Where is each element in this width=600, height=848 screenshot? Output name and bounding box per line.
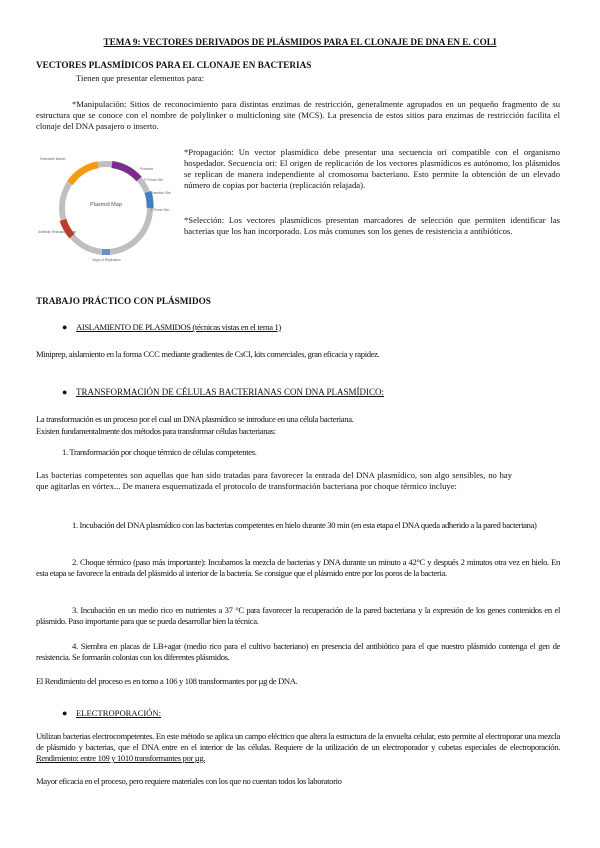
transform-line-1: La transformación es un proceso por el cual un DNA plasmídico se introduce en una célula bacteriana.	[36, 414, 354, 424]
electroporation-paragraph	[36, 731, 560, 764]
bullet-dot: ●	[62, 387, 68, 397]
label-insertion-site: Insertion Site	[152, 191, 171, 195]
step-4: 4. Siembra en placas de LB+agar (medio rico para el cultivo bacteriano) en presencia del antibiótico para el que nuestro plásmido contenga el gen de resistencia. Se formarán colonias con los diferentes plásmidos.	[36, 641, 560, 662]
section-heading-trabajo: TRABAJO PRÁCTICO CON PLÁSMIDOS	[36, 296, 211, 306]
promoter-segment	[112, 165, 139, 180]
propagation-paragraph: *Propagación: Un vector plasmídico debe presentar una secuencia ori compatible con el organismo hospedador. Secuencia ori: El origen de replicación de los vectores plasmídicos es autónomo, los plásmidos se replican de manera independiente al cromosoma bacteriano. Esto permite la obtención de un elevado número de copias por bacteria (replicación relajada).	[184, 147, 560, 190]
bullet-aislamiento-title: AISLAMIENTO DE PLASMIDOS (técnicas vistas en el tema 1)	[76, 322, 281, 332]
plasmid-map-label: Plasmid Map	[90, 202, 122, 208]
bullet-dot: ●	[62, 708, 68, 718]
electroporation-yield: Rendimiento: entre 109 y 1010 transformantes por µg.	[36, 753, 206, 763]
selection-paragraph: *Selección: Los vectores plasmídicos presentan marcadores de selección que permiten identificar las bacterias que los han incorporado. Los más comunes son los genes de resistencia a antibióticos.	[184, 215, 560, 236]
competent-paragraph: Las bacterias competentes son aquellas que han sido tratadas para favorecer la entrada del DNA plasmídico, son algo sensibles, no hay que agitarlas en vórtex... De manera esquematizada el protocolo de transformación bacteriana por choque térmico incluye:	[36, 470, 512, 491]
electroporation-text: Utilizan bacterias electrocompetentes. En este método se aplica un campo eléctrico que altera la estructura de la envuelta celular, esto permite al electroporar una mezcla de plásmido y bacterias, que el DNA entre en el interior de las células. Requiere de la utilización de un electroporador y cubetas especiales de electroporación.	[36, 731, 560, 752]
miniprep-text: Miniprep, aislamiento en la forma CCC mediante gradientes de CsCl, kits comerciales, gran eficacia y rapidez.	[36, 349, 380, 359]
label-5-primer: 5' Primer Site	[144, 178, 164, 182]
label-promoter: Promoter	[140, 167, 154, 171]
label-origin: Origin of Replication	[92, 258, 121, 262]
label-selectable-marker: Selectable Marker	[40, 157, 66, 161]
label-3-primer: 3' Primer Site	[150, 208, 170, 212]
label-antibiotic-resistance: Antibiotic Resistance Gene	[38, 230, 77, 234]
step-1: 1. Incubación del DNA plasmídico con las bacterias competentes en hielo durante 30 min (en esta etapa el DNA queda adherido a la pared bacteriana)	[72, 520, 537, 530]
method-1: 1. Transformación por choque térmico de células competentes.	[62, 447, 257, 457]
yield-text: El Rendimiento del proceso es en torno a 106 y 108 transformantes por µg de DNA.	[36, 676, 298, 686]
intro-text: Tienen que presentar elementos para:	[76, 73, 205, 83]
transform-line-2: Existen fundamentalmente dos métodos para transformar células bacterianas:	[36, 426, 276, 436]
efficacy-text: Mayor eficacia en el proceso, pero requiere materiales con los que no cuentan todos los laboratorio	[36, 776, 342, 786]
selectable-marker-segment	[70, 165, 98, 183]
bullet-dot: ●	[62, 322, 68, 332]
manipulation-paragraph: *Manipulación: Sitios de reconocimiento para distintas enzimas de restricción, generalmente agrupados en un pequeño fragmento de su estructura que se conoce con el nombre de polylinker o multicloning site (MCS). La presencia de estos sitios para enzimas de restricción facilita el clonaje del DNA pasajero o inserto.	[36, 99, 560, 131]
step-3: 3. Incubación en un medio rico en nutrientes a 37 °C para favorecer la recuperación de la pared bacteriana y la expresión de los genes contenidos en el plásmido. Paso importante para que se pueda desarrollar bien la técnica.	[36, 605, 560, 626]
bullet-transformacion-title: TRANSFORMACIÓN DE CÉLULAS BACTERIANAS CON DNA PLASMÍDICO:	[76, 387, 385, 397]
section-heading-vectores: VECTORES PLASMÍDICOS PARA EL CLONAJE EN BACTERIAS	[36, 60, 312, 70]
insertion-site-segment	[148, 192, 150, 208]
bullet-electroporacion-title: ELECTROPORACIÓN:	[76, 708, 161, 718]
origin-marker	[102, 249, 110, 255]
plasmid-map-figure	[36, 148, 176, 268]
step-2: 2. Choque térmico (paso más importante): Incubamos la mezcla de bacterias y DNA durante un minuto a 42°C y después 2 minutos otra vez en hielo. En esta etapa se favorece la entrada del plásmido al interior de la bacteria. Se consigue que el plásmido entre por los poros de la bacteria.	[36, 557, 560, 578]
page-title: TEMA 9: VECTORES DERIVADOS DE PLÁSMIDOS PARA EL CLONAJE DE DNA EN E. COLI	[103, 37, 497, 47]
